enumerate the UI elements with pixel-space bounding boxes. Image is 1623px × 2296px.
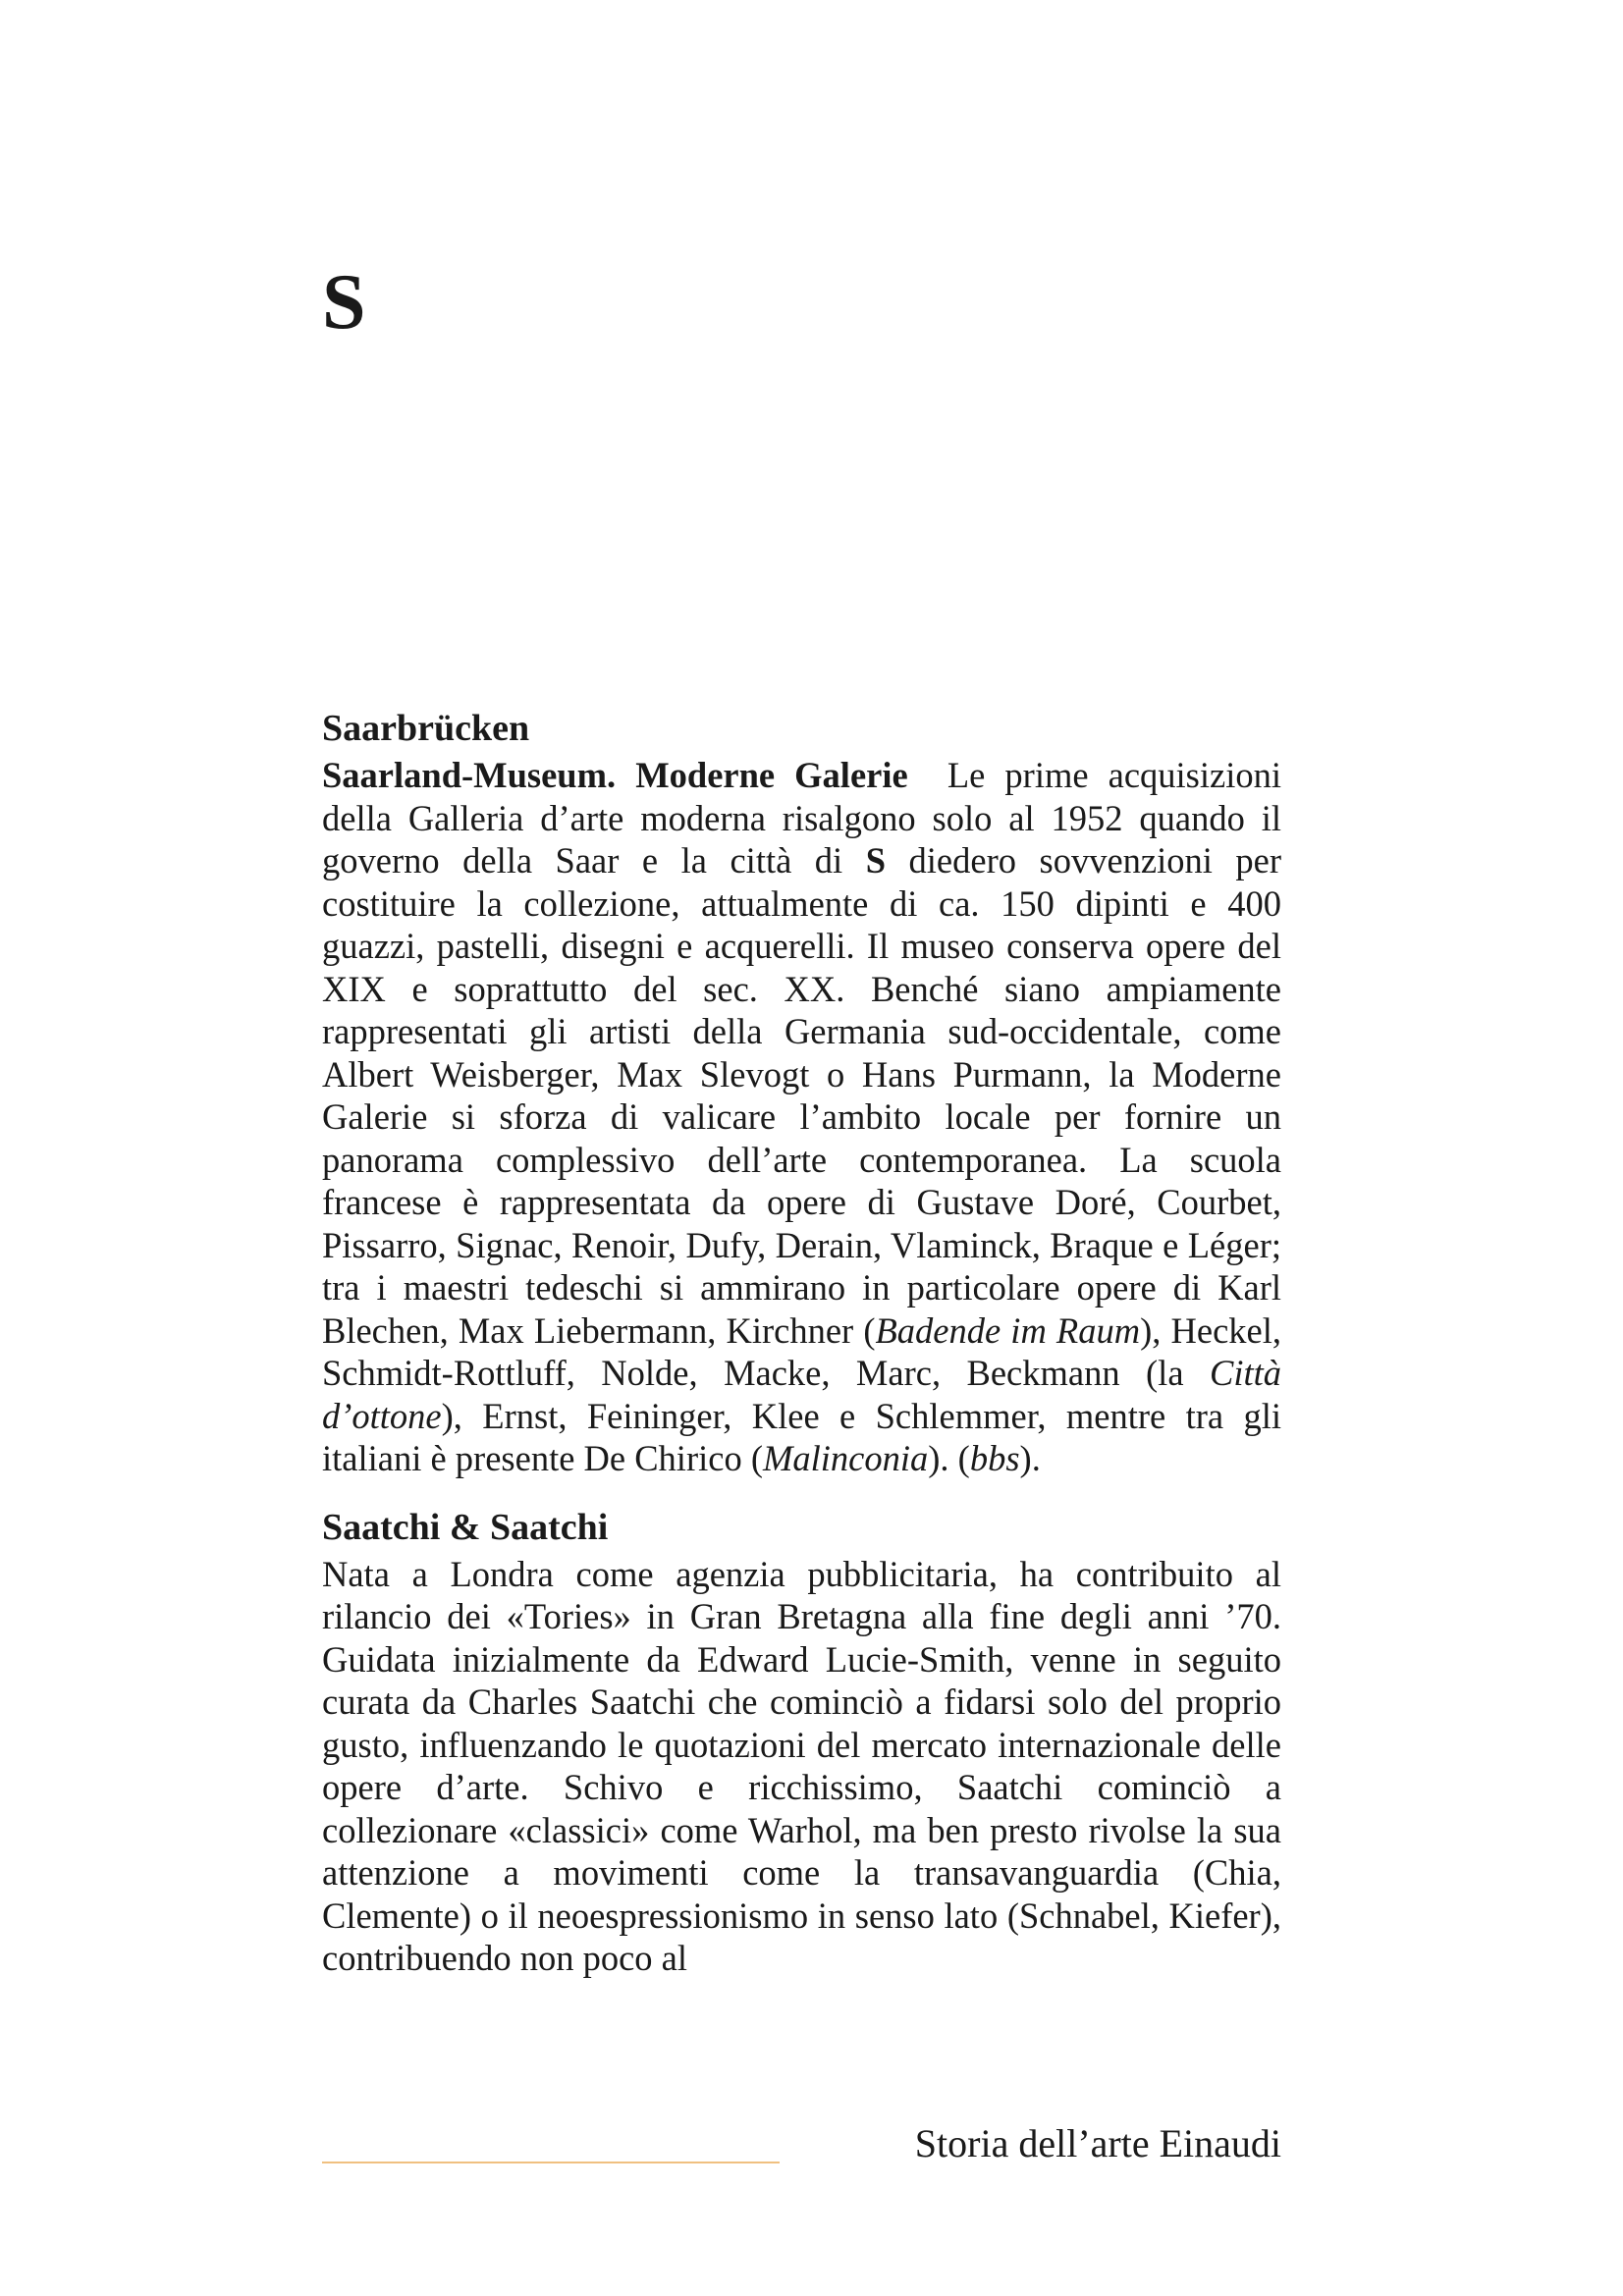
entry-subtitle: Saarland-Museum. Moderne Galerie: [322, 755, 908, 795]
entry-text: ). (: [928, 1438, 970, 1478]
entry-text: Le prime acquisizioni della Galleria d’arte moderna risalgono solo al 1952 quando il governo della Saar e la città di: [322, 755, 1281, 881]
entry-text: diedero sovvenzioni per costituire la collezione, attualmente di ca. 150 dipinti e 400 guazzi, pastelli, disegni e acquerelli. Il museo conserva opere del XIX e soprattutto del sec. XX. Benché siano ampiamente rappresentati gli artisti della Germania sud-occidentale, come Albert Weisberger, Max Slevogt o Hans Purmann, la Moderne Galerie si sforza di valicare l’ambito locale per fornire un panorama complessivo dell’arte contemporanea. La scuola francese è rappresentata da opere di Gustave Doré, Courbet, Pissarro, Signac, Renoir, Dufy, Derain, Vlaminck, Braque e Léger; tra i maestri tedeschi si ammirano in particolare opere di Karl Blechen, Max Liebermann, Kirchner (: [322, 840, 1281, 1351]
entry-title: Saatchi & Saatchi: [322, 1506, 609, 1548]
entry-saatchi: [322, 1504, 1281, 1980]
footer-rule: [322, 2162, 780, 2163]
entry-text: ), Heckel, Schmidt-Rottluff, Nolde, Macke, Marc, Beckmann (la: [322, 1309, 1281, 1393]
main-content: [322, 705, 1281, 1980]
entry-title: Saarbrücken: [322, 708, 530, 749]
entry-text: ), Ernst, Feininger, Klee e Schlemmer, mentre tra gli italiani è presente De Chirico (: [322, 1395, 1281, 1478]
section-letter: S: [322, 259, 366, 346]
artwork-title: Città d’ottone: [322, 1353, 1281, 1436]
artwork-title: Badende im Raum: [875, 1309, 1141, 1351]
entry-text: ).: [1019, 1438, 1041, 1478]
entry-body: Nata a Londra come agenzia pubblicitaria, ha contribuito al rilancio dei «Tories» in Gran Bretagna alla fine degli anni ’70. Guidata inizialmente da Edward Lucie-Smith, venne in seguito curata da Charles Saatchi che cominciò a fidarsi solo del proprio gusto, influenzando le quotazioni del mercato internazionale delle opere d’arte. Schivo e ricchissimo, Saatchi cominciò a collezionare «classici» come Warhol, ma ben presto rivolse la sua attenzione a movimenti come la transavanguardia (Chia, Clemente) o il neoespressionismo in senso lato (Schnabel, Kiefer), contribuendo non poco al: [322, 1553, 1281, 1978]
entry-saarbrucken: [322, 705, 1281, 1480]
city-abbreviation: S: [865, 840, 887, 881]
author-initials: bbs: [969, 1438, 1020, 1478]
artwork-title: Malinconia: [762, 1438, 929, 1478]
entry-body: [322, 754, 1281, 1480]
footer-title: Storia dell’arte Einaudi: [914, 2121, 1281, 2165]
